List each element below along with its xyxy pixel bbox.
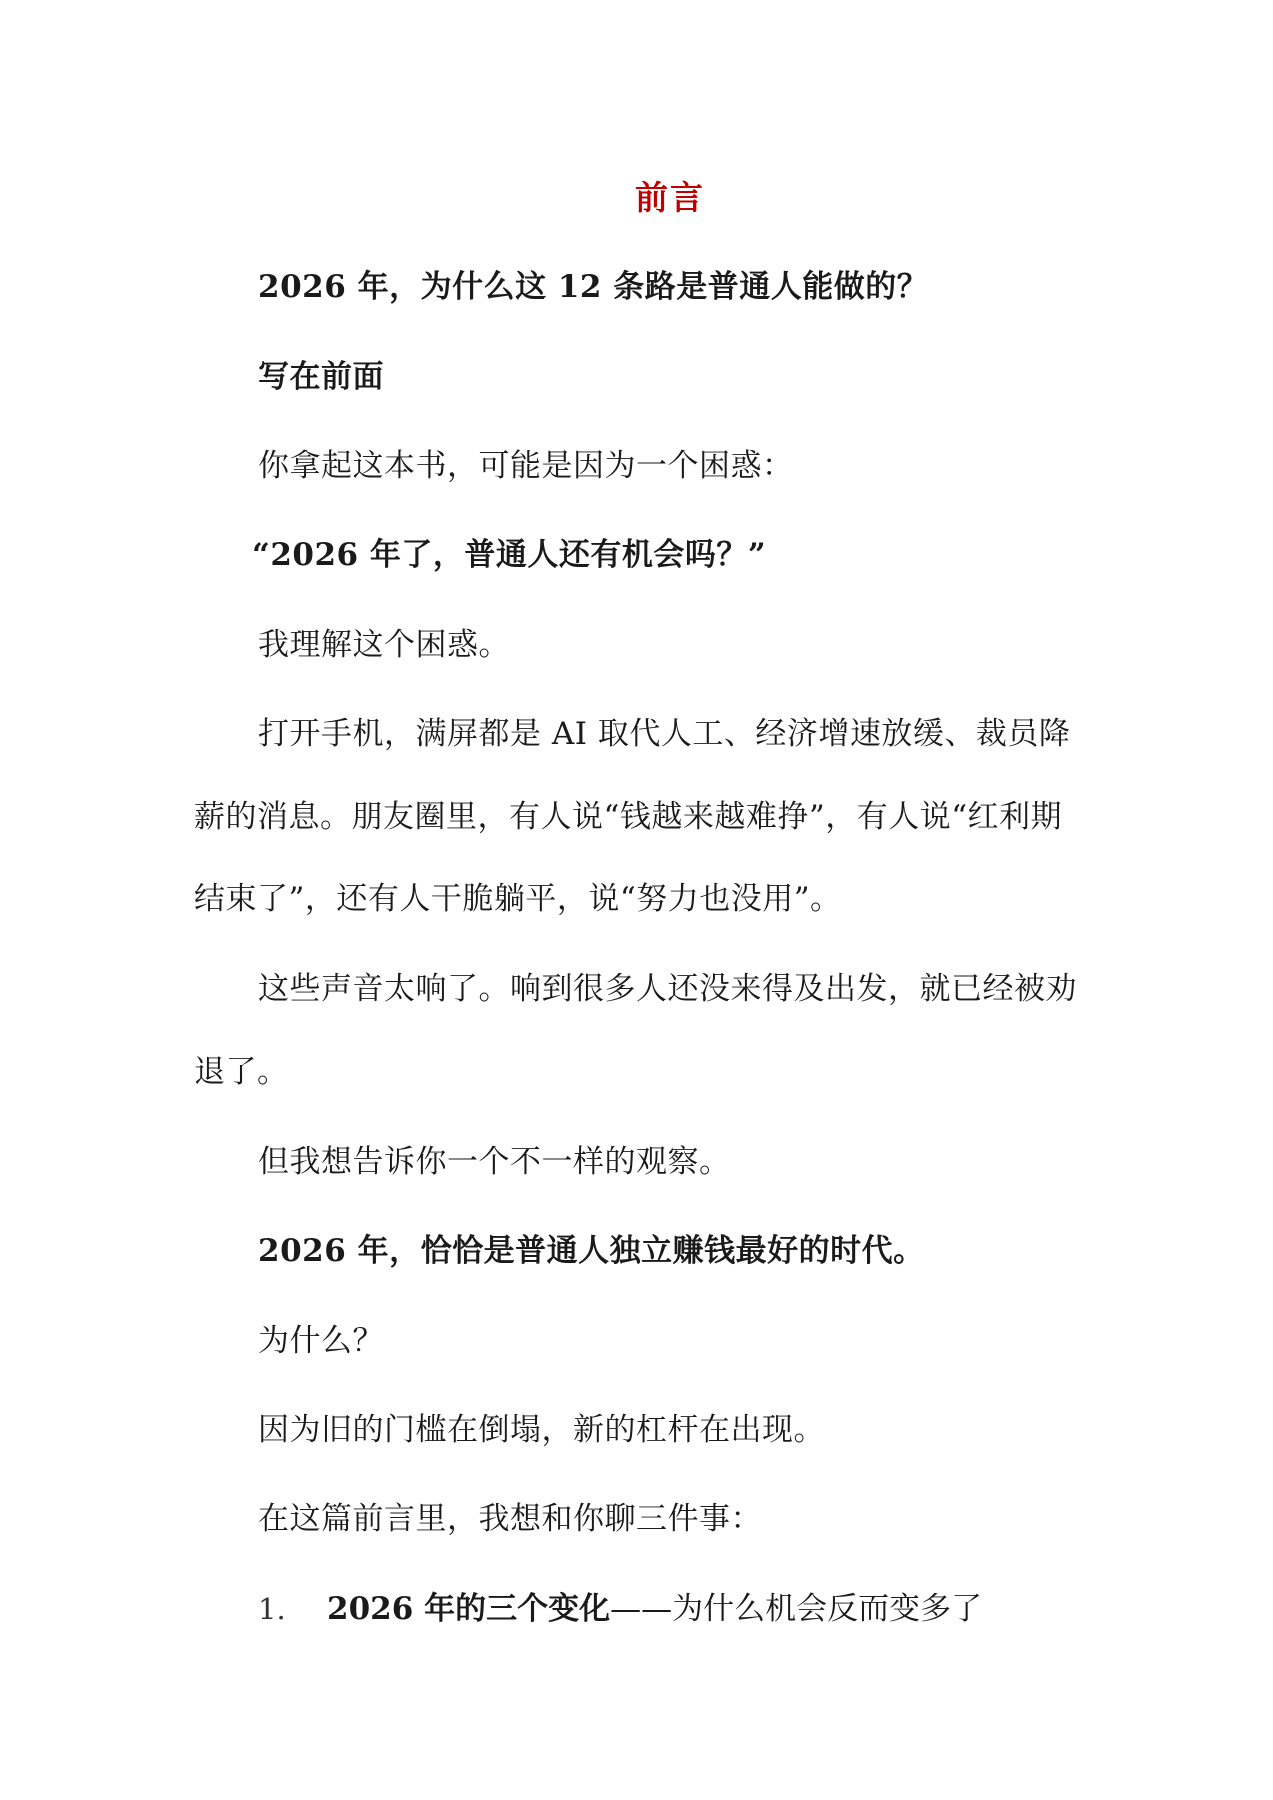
paragraph: 你拿起这本书，可能是因为一个困惑： xyxy=(258,448,794,484)
paragraph-line: 薪的消息。朋友圈里，有人说“钱越来越难挣”，有人说“红利期 xyxy=(194,799,1063,835)
section-heading: 2026 年，为什么这 12 条路是普通人能做的？ xyxy=(258,269,929,305)
subheading: 写在前面 xyxy=(258,359,384,395)
paragraph: 但我想告诉你一个不一样的观察。 xyxy=(258,1144,731,1180)
paragraph: 我理解这个困惑。 xyxy=(258,627,510,663)
quote: “2026 年了，普通人还有机会吗？” xyxy=(252,537,767,573)
page-title: 前言 xyxy=(635,178,705,217)
paragraph: 因为旧的门槛在倒塌，新的杠杆在出现。 xyxy=(258,1412,825,1448)
list-bold-text: 2026 年的三个变化 xyxy=(327,1591,611,1627)
paragraph-line: 打开手机，满屏都是 AI 取代人工、经济增速放缓、裁员降 xyxy=(258,716,1071,752)
paragraph-line: 结束了”，还有人干脆躺平，说“努力也没用”。 xyxy=(194,881,842,917)
emphasis-statement: 2026 年，恰恰是普通人独立赚钱最好的时代。 xyxy=(258,1233,925,1269)
paragraph: 为什么？ xyxy=(258,1323,384,1359)
paragraph-line: 退了。 xyxy=(194,1054,289,1090)
paragraph: 在这篇前言里，我想和你聊三件事： xyxy=(258,1501,762,1537)
list-rest-text: ——为什么机会反而变多了 xyxy=(610,1591,983,1627)
paragraph-line: 这些声音太响了。响到很多人还没来得及出发，就已经被劝 xyxy=(258,971,1077,1007)
list-text xyxy=(327,1589,982,1629)
list-number: 1. xyxy=(258,1592,286,1626)
